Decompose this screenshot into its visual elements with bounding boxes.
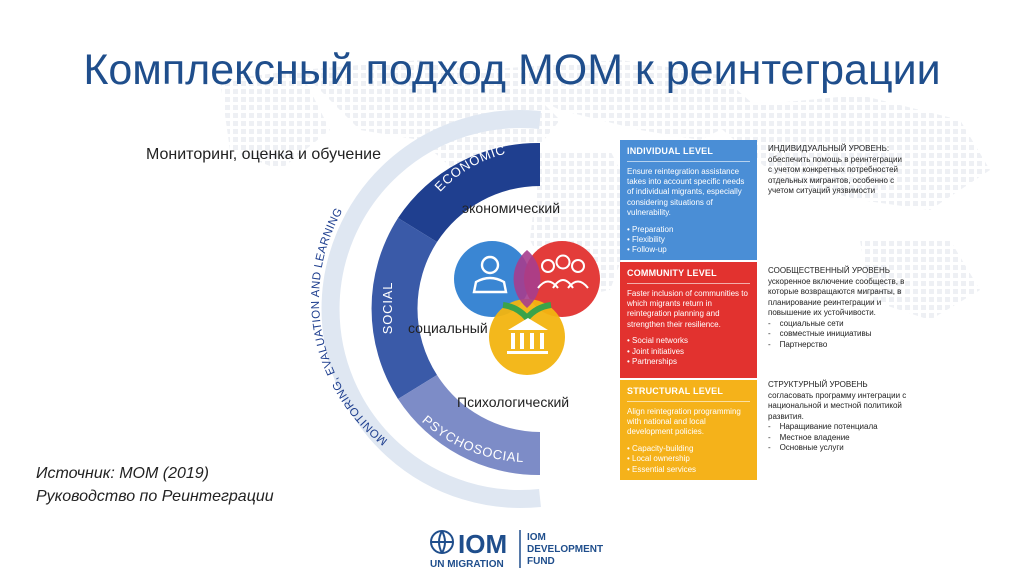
- individual-level-ru-heading: ИНДИВИДУАЛЬНЫЙ УРОВЕНЬ:: [768, 144, 890, 153]
- individual-level-ru: [768, 144, 908, 197]
- social-segment-label: SOCIAL: [380, 281, 395, 335]
- source-line-1: Источник: МОМ (2019): [36, 465, 209, 482]
- structural-level-box: [620, 380, 757, 480]
- structural-level-bullets: [627, 444, 750, 475]
- community-level-bullets: [627, 336, 750, 367]
- psychosocial-ru-label: Психологический: [457, 394, 570, 410]
- list-item: - Местное владение: [768, 433, 908, 444]
- list-item: • Essential services: [627, 465, 750, 475]
- source-line-2: Руководство по Реинтеграции: [36, 488, 274, 506]
- iom-logo: [428, 526, 608, 570]
- subtitle: Мониторинг, оценка и обучение: [146, 146, 381, 163]
- logo-fund-line3: FUND: [527, 556, 555, 567]
- logo-iom-text: IOM: [458, 529, 508, 559]
- structural-level-text: Align reintegration programming with national and local development policies.: [627, 406, 741, 437]
- economic-ru-label: экономический: [462, 200, 561, 216]
- psychosocial-segment-label: PSYCHOSOCIAL: [419, 412, 525, 466]
- page-title: Комплексный подход МОМ к реинтеграции: [83, 46, 941, 94]
- structural-level-ru-text: согласовать программу интеграции с национальной и местной политикой развития.: [768, 390, 907, 421]
- structural-level-ru-bullets: [768, 422, 908, 454]
- individual-level-text: Ensure reintegration assistance takes into account specific needs of individual migrants, especially considering situations of vulnerability.: [627, 166, 745, 218]
- logo-fund-line1: IOM: [527, 532, 546, 543]
- list-item: • Local ownership: [627, 454, 750, 464]
- source-citation: [36, 462, 274, 508]
- list-item: • Preparation: [627, 225, 750, 235]
- community-level-ru-text: ускоренное включение сообществ, в которые возвращаются мигранты, в планирование реинтеграции и повышение их устойчивости.: [768, 276, 905, 318]
- individual-level-ru-text: обеспечить помощь в реинтеграции с учетом конкретных потребностей отдельных мигрантов, особенно с учетом ситуаций уязвимости: [768, 154, 902, 196]
- logo-fund-line2: DEVELOPMENT: [527, 544, 604, 555]
- list-item: - Основные услуги: [768, 443, 908, 454]
- list-item: • Flexibility: [627, 235, 750, 245]
- community-level-ru-heading: СООБЩЕСТВЕННЫЙ УРОВЕНЬ: [768, 266, 890, 275]
- structural-level-heading: STRUCTURAL LEVEL: [627, 386, 750, 402]
- list-item: • Follow-up: [627, 245, 750, 255]
- community-level-text: Faster inclusion of communities to which migrants return in reintegration planning and strengthen their resilience.: [627, 288, 748, 329]
- structural-level-ru: [768, 380, 908, 454]
- logo-un-migration-text: UN MIGRATION: [430, 559, 504, 570]
- ring-outer-label: MONITORING, EVALUATION AND LEARNING: [309, 205, 390, 448]
- economic-segment-label: ECONOMIC: [431, 141, 508, 195]
- individual-level-bullets: [627, 225, 750, 256]
- structural-level-ru-heading: СТРУКТУРНЫЙ УРОВЕНЬ: [768, 380, 868, 389]
- community-level-ru: [768, 266, 908, 350]
- list-item: - Партнерство: [768, 340, 908, 351]
- list-item: - социальные сети: [768, 319, 908, 330]
- social-ru-label: социальный: [408, 320, 488, 336]
- community-level-heading: COMMUNITY LEVEL: [627, 268, 750, 284]
- list-item: • Capacity-building: [627, 444, 750, 454]
- individual-level-box: [620, 140, 757, 260]
- list-item: • Social networks: [627, 336, 750, 346]
- list-item: - совместные инициативы: [768, 329, 908, 340]
- list-item: • Joint initiatives: [627, 347, 750, 357]
- list-item: • Partnerships: [627, 357, 750, 367]
- community-level-box: [620, 262, 757, 378]
- community-level-ru-bullets: [768, 319, 908, 351]
- list-item: - Наращивание потенциала: [768, 422, 908, 433]
- individual-level-heading: INDIVIDUAL LEVEL: [627, 146, 750, 162]
- structural-circle: [489, 299, 565, 375]
